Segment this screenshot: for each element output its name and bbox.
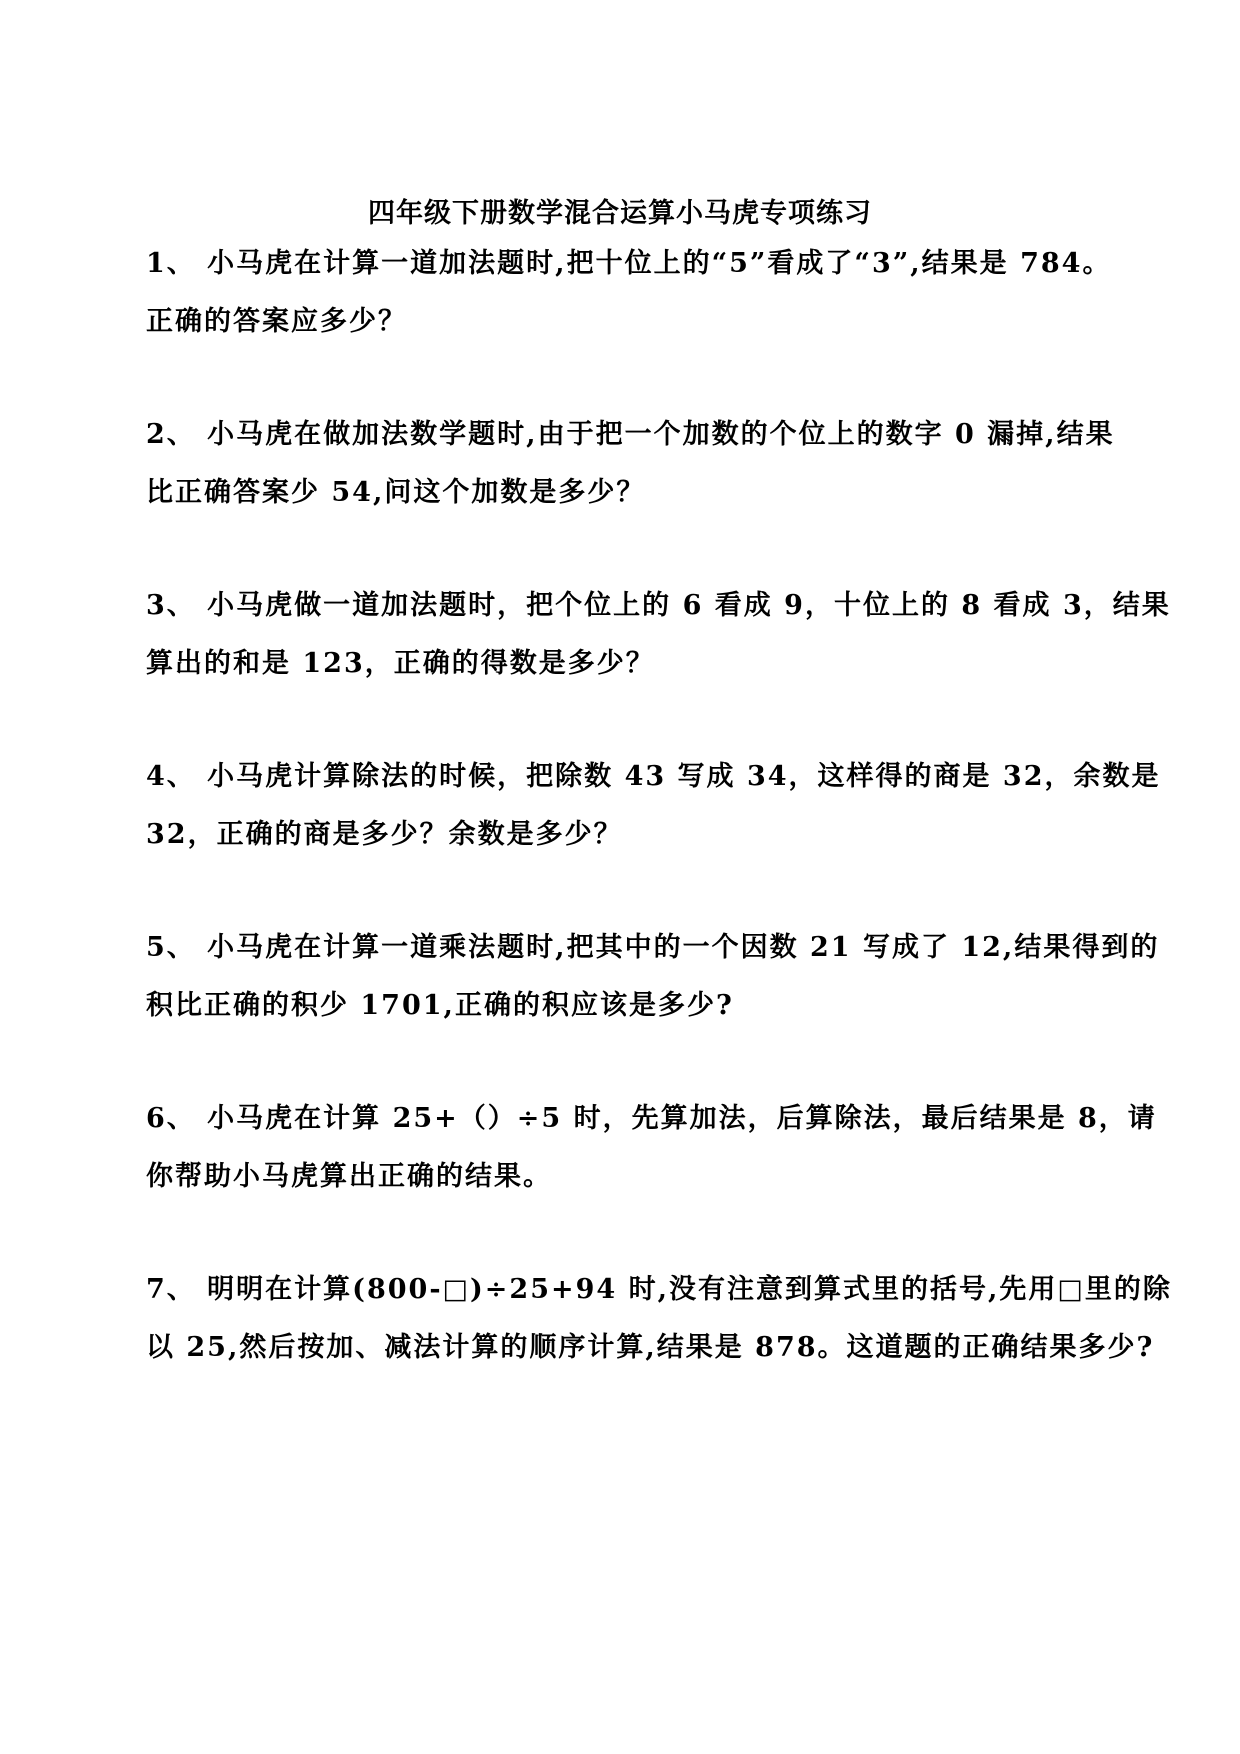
problem-7-line-1: 7、 明明在计算(800-□)÷25+94 时,没有注意到算式里的括号,先用□里的除 [146,1274,1172,1305]
problem-2-line-2: 比正确答案少 54,问这个加数是多少？ [146,477,646,508]
problem-6 [146,1090,1157,1206]
problem-1-line-2: 正确的答案应多少？ [146,306,407,337]
problem-5-line-1: 5、 小马虎在计算一道乘法题时,把其中的一个因数 21 写成了 12,结果得到的 [146,932,1160,963]
problem-3 [146,577,1171,693]
problem-4-line-2: 32，正确的商是多少？余数是多少？ [146,819,623,850]
page-title: 四年级下册数学混合运算小马虎专项练习 [368,198,872,229]
problem-1 [146,235,1112,351]
problem-4-line-1: 4、 小马虎计算除法的时候，把除数 43 写成 34，这样得的商是 32，余数是 [146,761,1161,792]
problem-7-line-2: 以 25,然后按加、减法计算的顺序计算,结果是 878。这道题的正确结果多少? [146,1332,1155,1363]
problem-6-line-1: 6、 小马虎在计算 25+（）÷5 时，先算加法，后算除法，最后结果是 8，请 [146,1103,1157,1134]
problem-4 [146,748,1161,864]
problem-3-line-1: 3、 小马虎做一道加法题时，把个位上的 6 看成 9，十位上的 8 看成 3，结果 [146,590,1171,621]
problem-5 [146,919,1160,1035]
problem-6-line-2: 你帮助小马虎算出正确的结果。 [146,1161,552,1192]
problem-2 [146,406,1115,522]
problem-3-line-2: 算出的和是 123，正确的得数是多少？ [146,648,655,679]
problem-1-line-1: 1、 小马虎在计算一道加法题时,把十位上的“5”看成了“3”,结果是 784。 [146,248,1112,279]
problem-5-line-2: 积比正确的积少 1701,正确的积应该是多少? [146,990,734,1021]
problem-2-line-1: 2、 小马虎在做加法数学题时,由于把一个加数的个位上的数字 0 漏掉,结果 [146,419,1115,450]
problem-7 [146,1261,1172,1377]
